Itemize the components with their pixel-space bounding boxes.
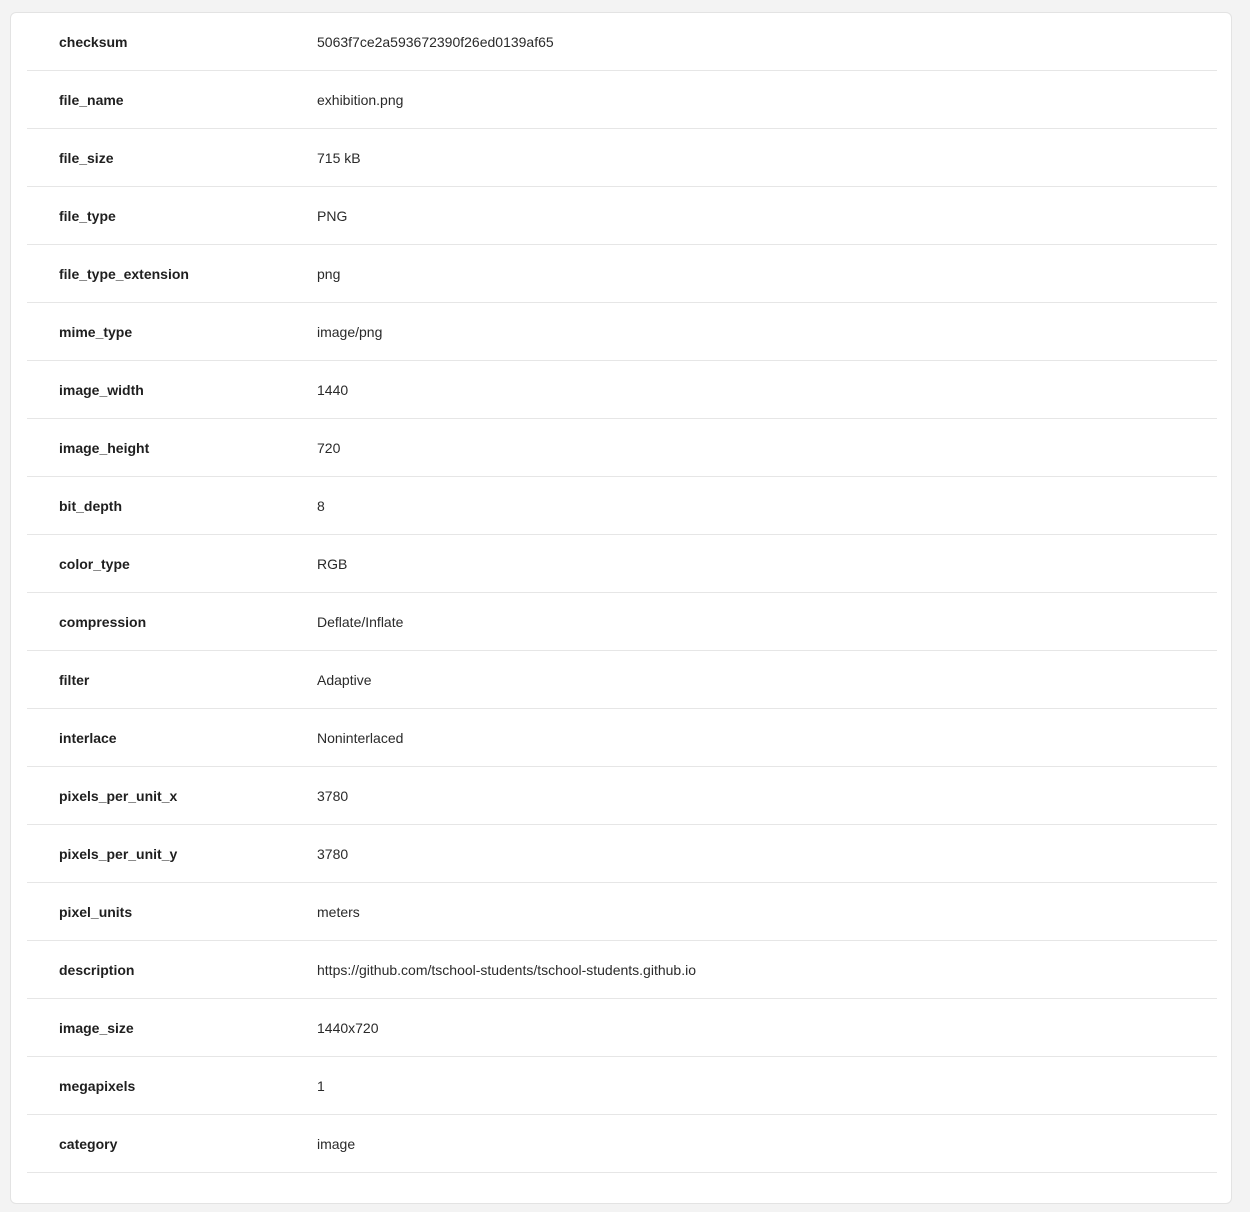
- table-row: [27, 709, 1217, 767]
- table-row: [27, 883, 1217, 941]
- table-row: [27, 419, 1217, 477]
- row-value: Adaptive: [317, 651, 1217, 709]
- table-row: [27, 245, 1217, 303]
- table-row: [27, 941, 1217, 999]
- row-key: filter: [27, 651, 317, 709]
- table-row: [27, 477, 1217, 535]
- row-key: description: [27, 941, 317, 999]
- row-key: compression: [27, 593, 317, 651]
- row-value: 1440x720: [317, 999, 1217, 1057]
- row-value: 5063f7ce2a593672390f26ed0139af65: [317, 13, 1217, 71]
- row-key: image_size: [27, 999, 317, 1057]
- row-value: Noninterlaced: [317, 709, 1217, 767]
- table-row: [27, 361, 1217, 419]
- table-row: [27, 71, 1217, 129]
- row-key: category: [27, 1115, 317, 1173]
- row-key: pixels_per_unit_x: [27, 767, 317, 825]
- row-key: image_height: [27, 419, 317, 477]
- table-row: [27, 999, 1217, 1057]
- row-value: image/png: [317, 303, 1217, 361]
- row-value: 720: [317, 419, 1217, 477]
- table-row: [27, 129, 1217, 187]
- row-value: 1440: [317, 361, 1217, 419]
- table-row: [27, 1115, 1217, 1173]
- row-key: image_width: [27, 361, 317, 419]
- row-value: PNG: [317, 187, 1217, 245]
- row-value: 3780: [317, 767, 1217, 825]
- table-row: [27, 593, 1217, 651]
- row-key: interlace: [27, 709, 317, 767]
- row-key: pixels_per_unit_y: [27, 825, 317, 883]
- row-key: bit_depth: [27, 477, 317, 535]
- table-row: [27, 535, 1217, 593]
- row-key: pixel_units: [27, 883, 317, 941]
- row-value: 3780: [317, 825, 1217, 883]
- row-value: https://github.com/tschool-students/tschool-students.github.io: [317, 941, 1217, 999]
- row-value: 8: [317, 477, 1217, 535]
- row-value: 1: [317, 1057, 1217, 1115]
- metadata-card: [10, 12, 1232, 1204]
- row-key: file_name: [27, 71, 317, 129]
- row-value: meters: [317, 883, 1217, 941]
- table-row: [27, 651, 1217, 709]
- row-value: RGB: [317, 535, 1217, 593]
- table-row: [27, 303, 1217, 361]
- table-row: [27, 767, 1217, 825]
- row-key: file_type: [27, 187, 317, 245]
- row-key: mime_type: [27, 303, 317, 361]
- metadata-table: [27, 13, 1217, 1173]
- table-row: [27, 187, 1217, 245]
- row-key: file_type_extension: [27, 245, 317, 303]
- row-value: image: [317, 1115, 1217, 1173]
- table-row: [27, 825, 1217, 883]
- row-value: exhibition.png: [317, 71, 1217, 129]
- row-key: file_size: [27, 129, 317, 187]
- row-value: Deflate/Inflate: [317, 593, 1217, 651]
- row-key: megapixels: [27, 1057, 317, 1115]
- row-value: 715 kB: [317, 129, 1217, 187]
- row-key: checksum: [27, 13, 317, 71]
- row-value: png: [317, 245, 1217, 303]
- row-key: color_type: [27, 535, 317, 593]
- table-row: [27, 13, 1217, 71]
- table-row: [27, 1057, 1217, 1115]
